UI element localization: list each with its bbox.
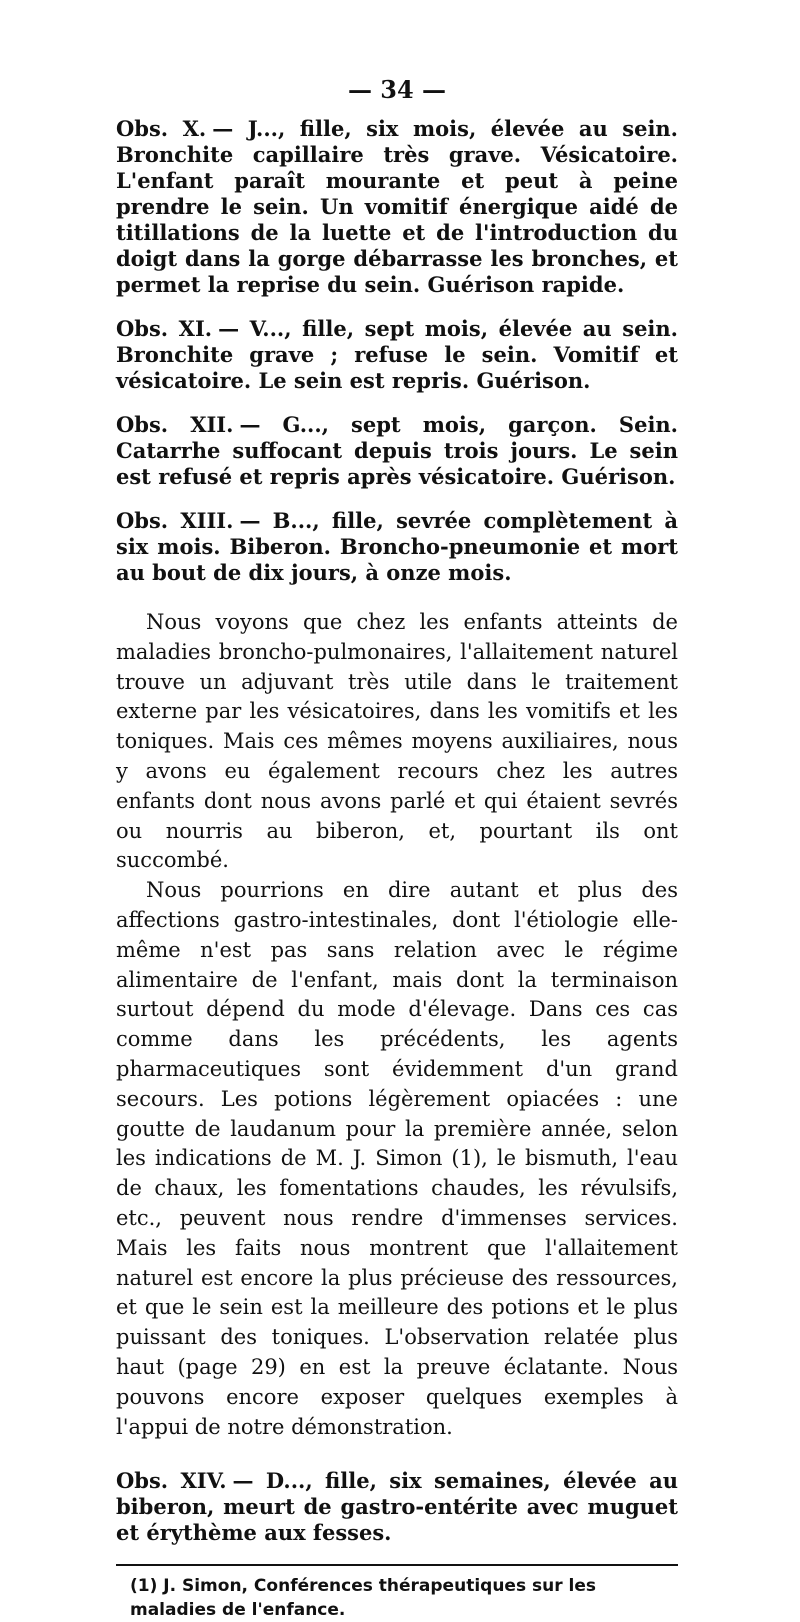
observation-label: Obs. XII. (116, 412, 234, 437)
observation-xiv (116, 1468, 678, 1546)
body-paragraph: Nous pourrions en dire autant et plus des affections gastro-intestinales, dont l'étiologie elle-même n'est pas sans relation avec le régime alimentaire de l'enfant, mais dont la terminaison surtout dépend du mode d'élevage. Dans ces cas comme dans les précédents, les agents pharmaceutiques sont évidemment d'un grand secours. Les potions légèrement opiacées : une goutte de laudanum pour la première année, selon les indications de M. J. Simon (1), le bismuth, l'eau de chaux, les fomentations chaudes, les révulsifs, etc., peuvent nous rendre d'immenses services. Mais les faits nous montrent que l'allaitement naturel est encore la plus précieuse des ressources, et que le sein est la meilleure des potions et le plus puissant des toniques. L'observation relatée plus haut (page 29) en est la preuve éclatante. Nous pouvons encore exposer quelques exemples à l'appui de notre démonstration. (116, 878, 678, 1439)
observation-text: — G..., sept mois, garçon. Sein. Catarrhe suffocant depuis trois jours. Le sein est refusé et repris après vésicatoire. Guérison. (116, 412, 678, 489)
observation-text: — B..., fille, sevrée complètement à six mois. Biberon. Broncho-pneumonie et mort au bout de dix jours, à onze mois. (116, 508, 678, 585)
observation-xiii (116, 508, 678, 586)
observation-label: Obs. X. (116, 116, 207, 141)
observation-x (116, 116, 678, 298)
observation-xi (116, 316, 678, 394)
footnote: (1) J. Simon, Conférences thérapeutiques sur les maladies de l'enfance. (130, 1576, 596, 1621)
observation-label: Obs. XI. (116, 316, 213, 341)
page-number: — 34 — (347, 75, 447, 104)
footnote-divider (116, 1564, 678, 1566)
observation-text: — V..., fille, sept mois, élevée au sein. Bronchite grave ; refuse le sein. Vomitif et vésicatoire. Le sein est repris. Guérison. (116, 316, 678, 393)
body-paragraph: Nous voyons que chez les enfants atteints de maladies broncho-pulmonaires, l'allaitement naturel trouve un adjuvant très utile dans le traitement externe par les vésicatoires, dans les vomitifs et les toniques. Mais ces mêmes moyens auxiliaires, nous y avons eu également recours chez les autres enfants dont nous avons parlé et qui étaient sevrés ou nourris au biberon, et, pourtant ils ont succombé. (116, 610, 678, 873)
observation-text: — D..., fille, six semaines, élevée au biberon, meurt de gastro-entérite avec muguet et érythème aux fesses. (116, 1468, 678, 1546)
observation-text: — J..., fille, six mois, élevée au sein. Bronchite capillaire très grave. Vésicatoire. L'enfant paraît mourante et peut à peine prendre le sein. Un vomitif énergique aidé de titillations de la luette et de l'introduction du doigt dans la gorge débarrasse les bronches, et permet la reprise du sein. Guérison rapide. (116, 116, 678, 297)
observation-xii (116, 412, 678, 490)
observation-label: Obs. XIII. (116, 508, 234, 533)
observation-label: Obs. XIV. (116, 1468, 227, 1494)
